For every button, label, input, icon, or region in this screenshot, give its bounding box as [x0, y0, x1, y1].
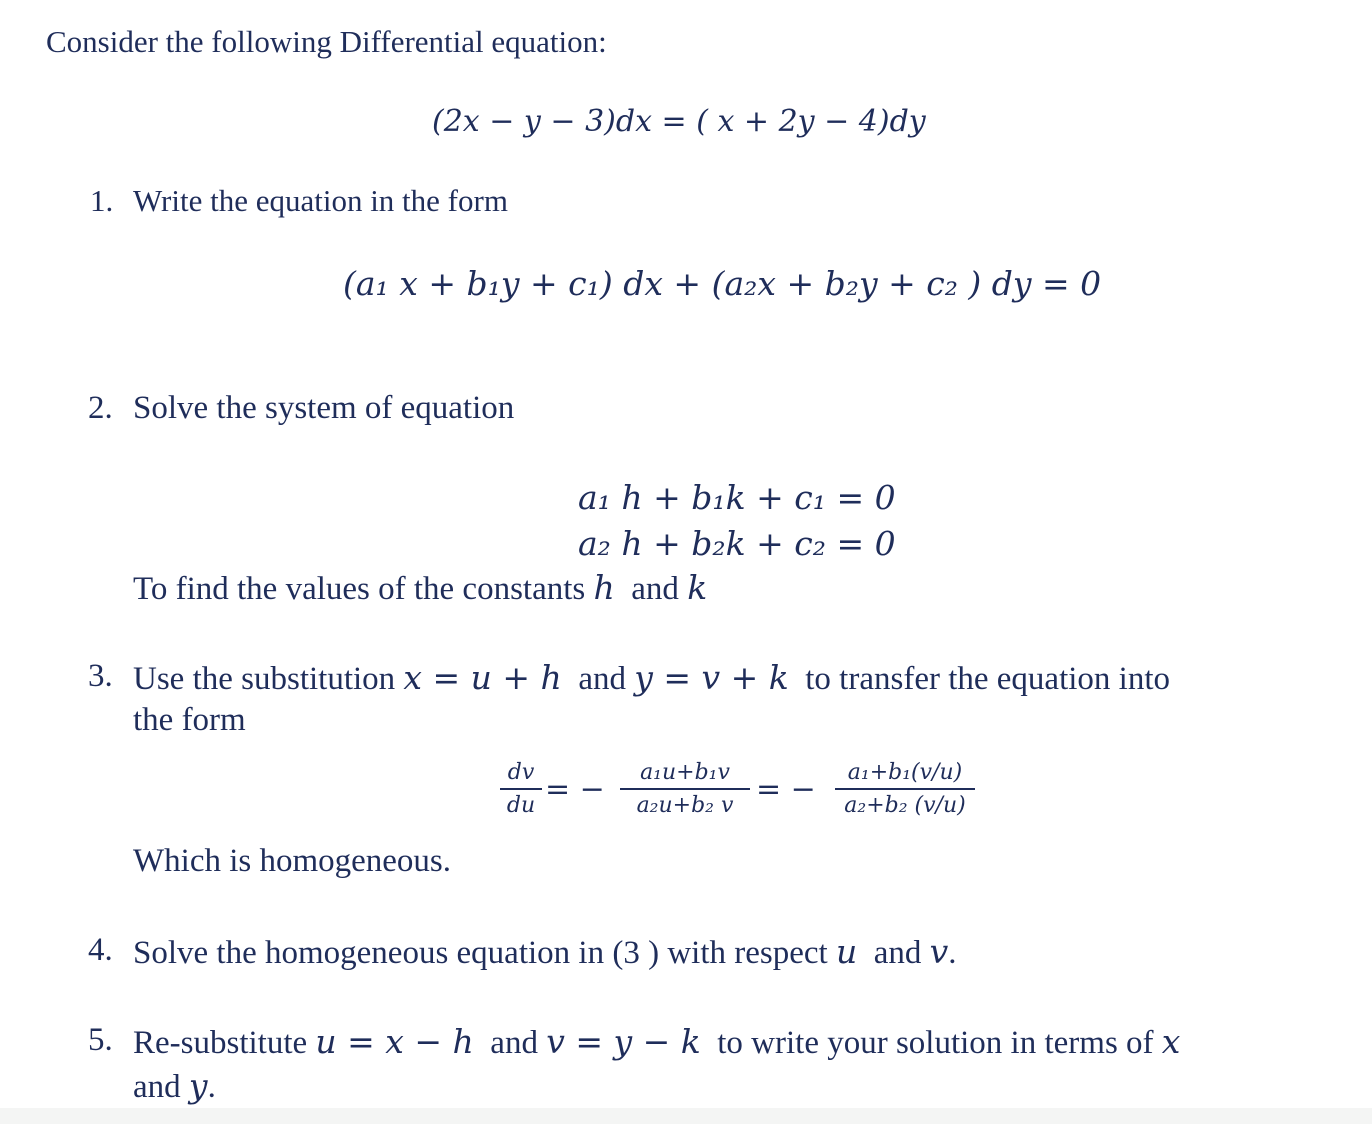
- step-2-note-prefix: To find the values of the constants: [133, 571, 586, 607]
- equals-minus-1: = −: [545, 772, 605, 807]
- step-3-suffix: to transfer the equation into: [805, 661, 1170, 697]
- step-4-text: [133, 932, 957, 972]
- step-3-and: and: [578, 661, 626, 697]
- step-1-text: Write the equation in the form: [133, 183, 508, 218]
- step-5-number: 5.: [88, 1022, 113, 1058]
- step-5-prefix: Re-substitute: [133, 1025, 308, 1061]
- step-3-line-1: [133, 658, 1170, 698]
- fraction-uv: [620, 760, 750, 818]
- step-2-number: 2.: [88, 390, 113, 426]
- step-3-note: Which is homogeneous.: [133, 843, 452, 879]
- fraction-ratio: [835, 760, 975, 818]
- step-3-prefix: Use the substitution: [133, 661, 396, 697]
- fraction-ratio-denominator: a₂+b₂ (v/u): [844, 793, 966, 818]
- step-5-line-1: [133, 1022, 1180, 1062]
- step-5-and: and: [490, 1025, 538, 1061]
- var-h: h: [593, 568, 615, 607]
- step-5-line-2: [133, 1066, 216, 1106]
- var-u: u: [835, 932, 858, 971]
- step-4-and: and: [873, 935, 922, 971]
- step-1-number: 1.: [90, 183, 114, 218]
- fraction-dv-du-numerator: dv: [507, 760, 535, 785]
- system-equation-2: a₂ h + b₂k + c₂ = 0: [578, 524, 896, 563]
- var-y: y: [188, 1066, 208, 1105]
- var-k: k: [687, 568, 708, 607]
- substitution-y: y = v + k: [634, 658, 789, 697]
- main-equation: (2x − y − 3)dx = ( x + 2y − 4)dy: [432, 104, 926, 139]
- step-4-number: 4.: [88, 932, 113, 968]
- step-2-text: Solve the system of equation: [133, 390, 515, 426]
- step-3-line-2: the form: [133, 702, 246, 738]
- resubstitution-u: u = x − h: [315, 1022, 474, 1061]
- fraction-dv-du: [500, 760, 542, 818]
- intro-text: Consider the following Differential equation:: [46, 24, 607, 59]
- step-5-period: .: [207, 1069, 216, 1105]
- step-5-suffix: to write your solution in terms of: [717, 1025, 1154, 1061]
- fraction-dv-du-denominator: du: [506, 793, 536, 818]
- var-v: v: [929, 932, 949, 971]
- equals-minus-2: = −: [756, 772, 816, 807]
- fraction-bar: [500, 788, 542, 790]
- step-4-period: .: [948, 935, 957, 971]
- substitution-x: x = u + h: [403, 658, 562, 697]
- step-4-prefix: Solve the homogeneous equation in (3 ) with respect: [133, 935, 828, 971]
- fraction-bar: [835, 788, 975, 790]
- step-2-note-and: and: [631, 571, 679, 607]
- step-1-equation: (a₁ x + b₁y + c₁) dx + (a₂x + b₂y + c₂ ) dy = 0: [343, 264, 1102, 303]
- fraction-uv-numerator: a₁u+b₁v: [640, 760, 730, 785]
- resubstitution-v: v = y − k: [546, 1022, 701, 1061]
- step-5-line2-and: and: [133, 1069, 181, 1105]
- step-3-number: 3.: [88, 658, 113, 694]
- system-equation-1: a₁ h + b₁k + c₁ = 0: [578, 478, 896, 517]
- step-2-note: [133, 568, 707, 608]
- fraction-uv-denominator: a₂u+b₂ v: [636, 793, 734, 818]
- fraction-ratio-numerator: a₁+b₁(v/u): [847, 760, 963, 785]
- fraction-bar: [620, 788, 750, 790]
- page-bottom-band: [0, 1108, 1372, 1124]
- var-x: x: [1161, 1022, 1181, 1061]
